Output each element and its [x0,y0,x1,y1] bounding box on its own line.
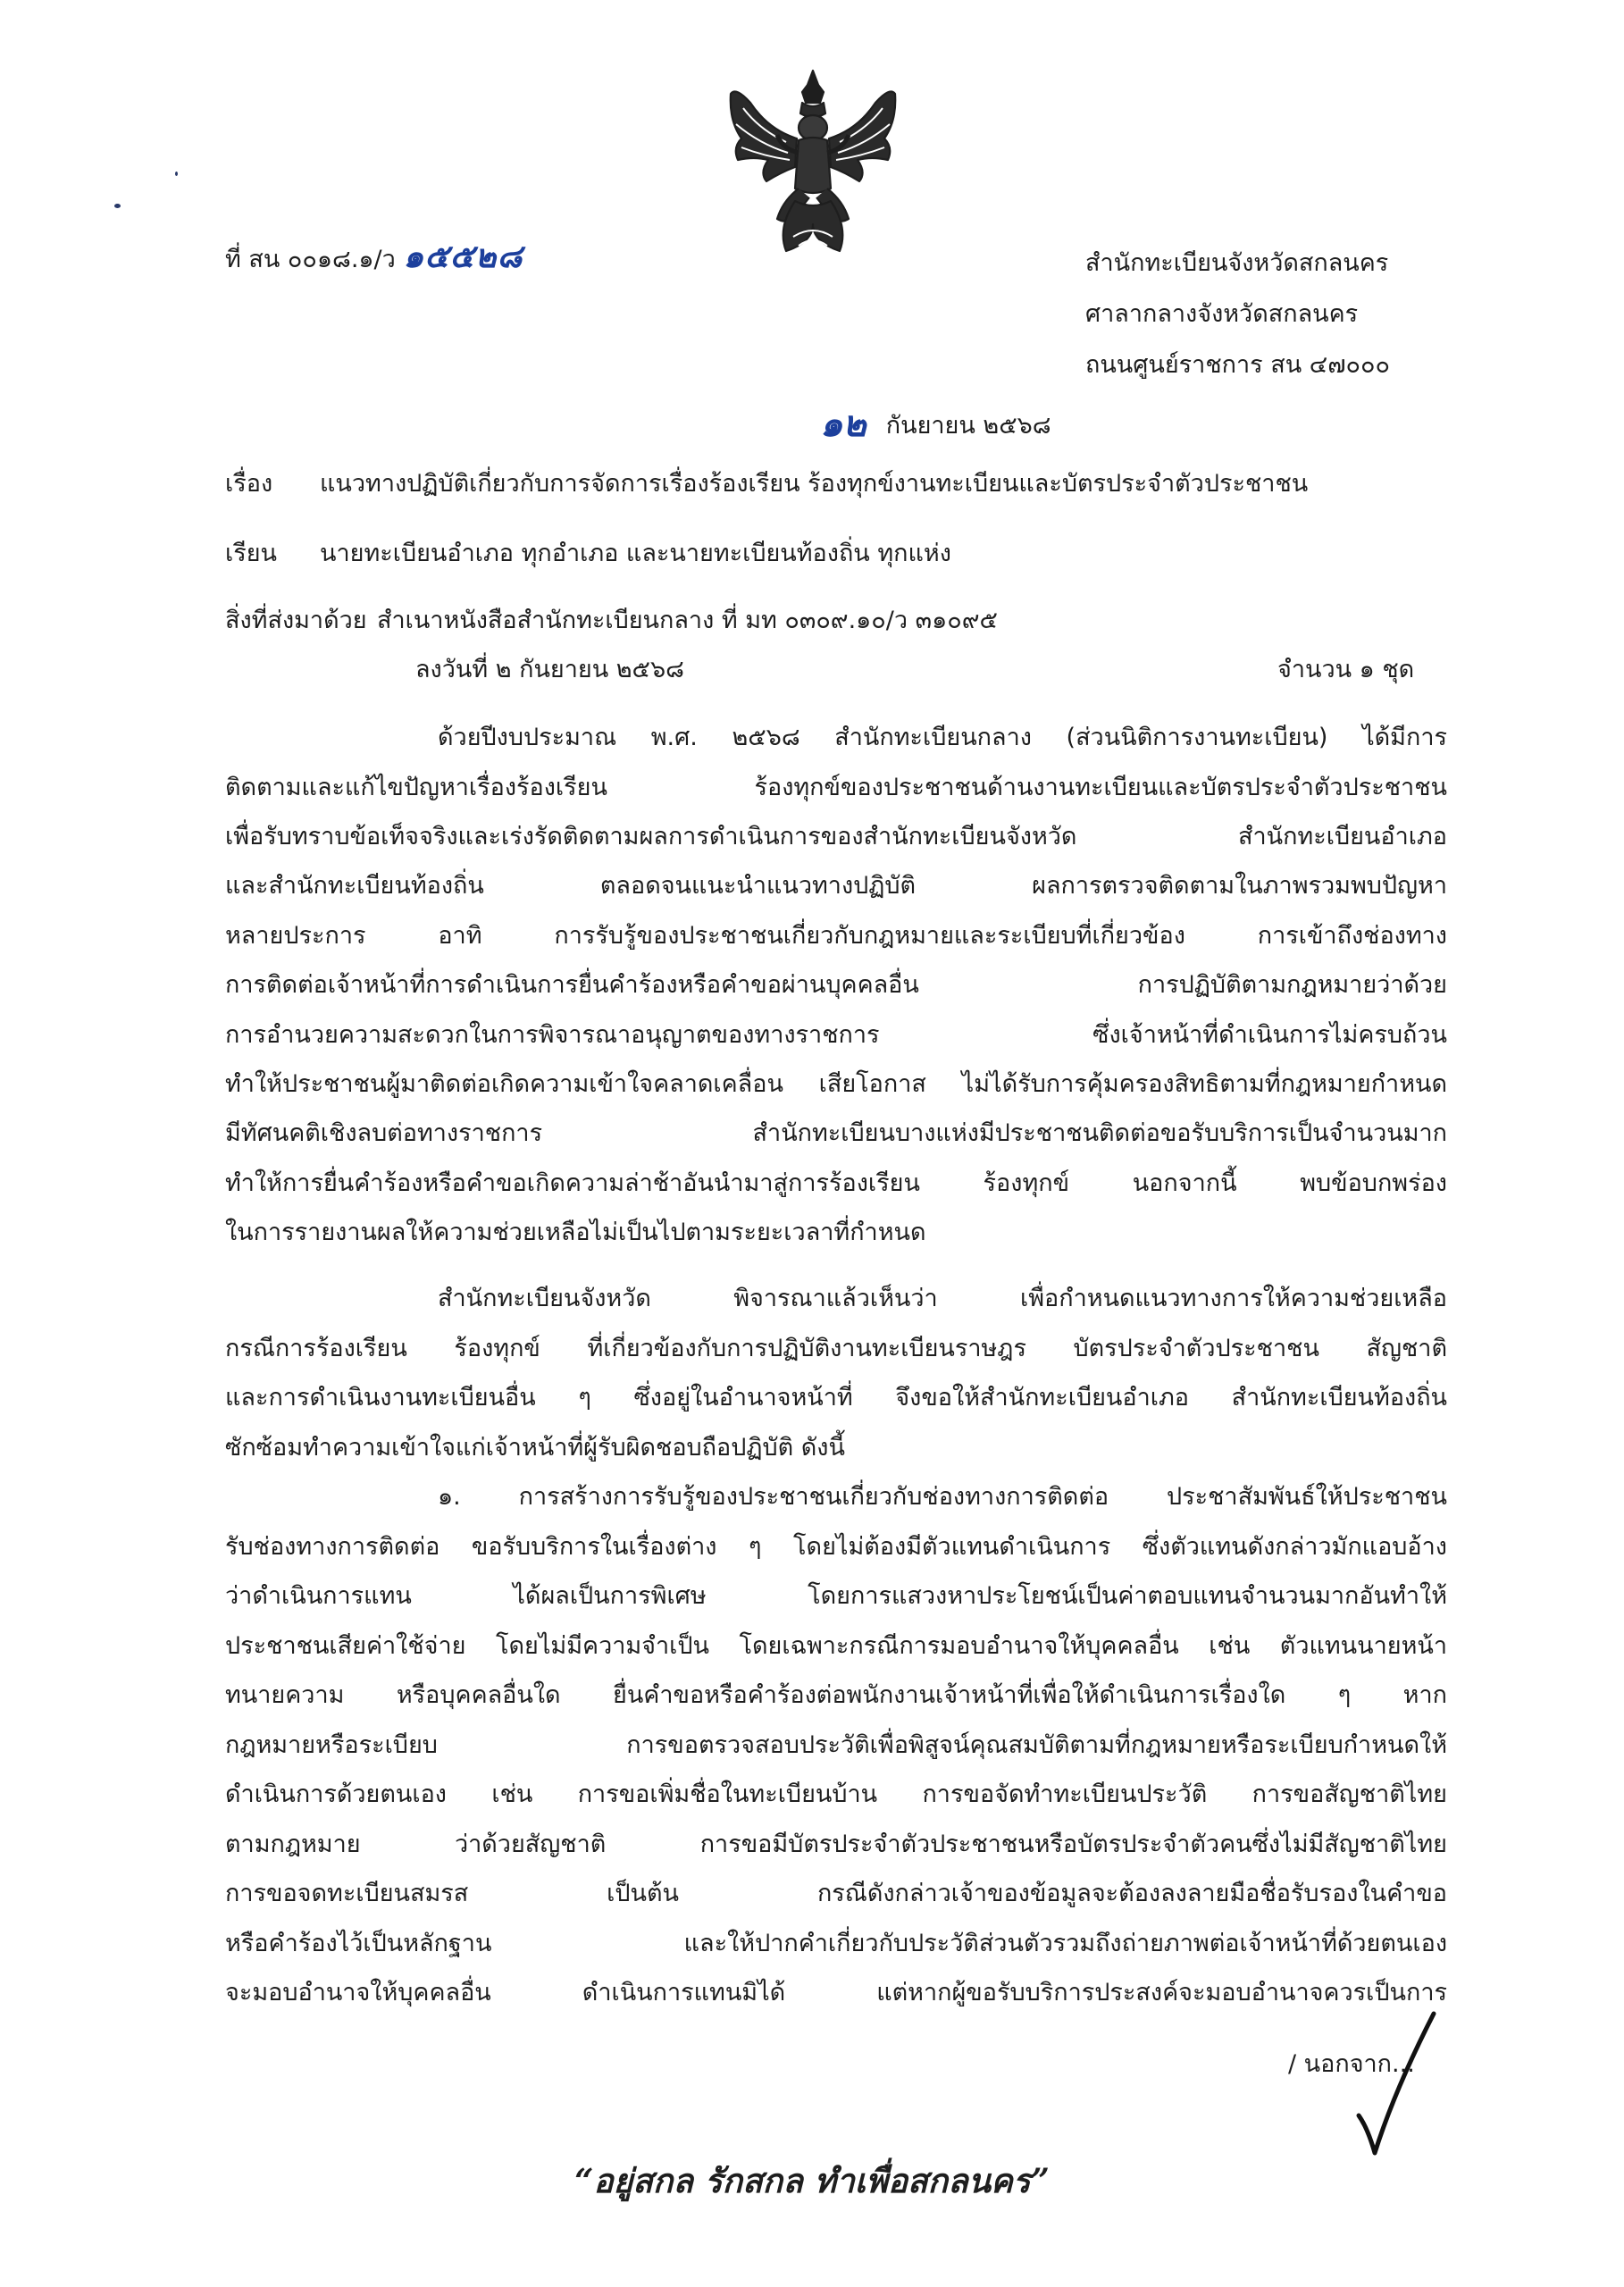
office-line: ศาลากลางจังหวัดสกลนคร [1085,300,1359,328]
body-line: เพื่อรับทราบข้อเท็จจริงและเร่งรัดติดตามผลการดำเนินการของสำนักทะเบียนจังหวัด สำนักทะเบียนอำเภอ [225,823,1447,850]
checkmark-icon [1353,2010,1438,2162]
subject-row [225,472,1308,496]
enclosure-count: จำนวน ๑ ชุด [1277,656,1415,683]
body-line: ติดตามและแก้ไขปัญหาเรื่องร้องเรียน ร้องทุกข์ของประชาชนด้านงานทะเบียนและบัตรประจำตัวประชาชน [225,774,1447,801]
body-line: รับช่องทางการติดต่อ ขอรับบริการในเรื่องต่าง ๆ โดยไม่ต้องมีตัวแทนดำเนินการ ซึ่งตัวแทนดังกล่าวมักแอบอ้าง [225,1533,1447,1561]
body-line: การติดต่อเจ้าหน้าที่การดำเนินการยื่นคำร้องหรือคำขอผ่านบุคคลอื่น การปฏิบัติตามกฎหมายว่าด้วย [225,971,1447,999]
body-line: ในการรายงานผลให้ความช่วยเหลือไม่เป็นไปตามระยะเวลาที่กำหนด [225,1219,926,1246]
body-line: ดำเนินการด้วยตนเอง เช่น การขอเพิ่มชื่อในทะเบียนบ้าน การขอจัดทำทะเบียนประวัติ การขอสัญชาติไทย [225,1780,1447,1808]
body-line: จะมอบอำนาจให้บุคคลอื่น ดำเนินการแทนมิได้ แต่หากผู้ขอรับบริการประสงค์จะมอบอำนาจควรเป็นการ [225,1979,1447,2006]
enclosure-text: สำเนาหนังสือสำนักทะเบียนกลาง ที่ มท ๐๓๐๙.๑๐/ว ๓๑๐๙๕ [377,607,998,634]
body-line: ทนายความ หรือบุคคลอื่นใด ยื่นคำขอหรือคำร้องต่อพนักงานเจ้าหน้าที่เพื่อให้ดำเนินการเรื่องใด ๆ หาก [225,1681,1447,1709]
ink-speck [175,172,178,176]
subject-text: แนวทางปฏิบัติเกี่ยวกับการจัดการเรื่องร้องเรียน ร้องทุกข์งานทะเบียนและบัตรประจำตัวประชาชน [320,470,1309,498]
body-line: กฎหมายหรือระเบียบ การขอตรวจสอบประวัติเพื่อพิสูจน์คุณสมบัติตามที่กฎหมายหรือระเบียบกำหนดให้ [225,1731,1447,1759]
reference-number-handwritten: ๑๕๕๒๘ [403,239,523,275]
date-day-handwritten: ๑๒ [820,404,866,445]
garuda-emblem [724,67,902,264]
enclosure-label: สิ่งที่ส่งมาด้วย [225,607,367,634]
continuation-marker: / นอกจาก... [1288,2050,1415,2078]
office-line: สำนักทะเบียนจังหวัดสกลนคร [1085,249,1389,277]
body-line: ตามกฎหมาย ว่าด้วยสัญชาติ การขอมีบัตรประจำตัวประชาชนหรือบัตรประจำตัวคนซึ่งไม่มีสัญชาติไทย [225,1830,1447,1858]
body-line: หลายประการ อาทิ การรับรู้ของประชาชนเกี่ยวกับกฎหมายและระเบียบที่เกี่ยวข้อง การเข้าถึงช่องทาง [225,922,1447,950]
body-line: การขอจดทะเบียนสมรส เป็นต้น กรณีดังกล่าวเจ้าของข้อมูลจะต้องลงลายมือชื่อรับรองในคำขอ [225,1880,1447,1907]
office-address [1085,238,1390,390]
body-line: และการดำเนินงานทะเบียนอื่น ๆ ซึ่งอยู่ในอำนาจหน้าที่ จึงขอให้สำนักทะเบียนอำเภอ สำนักทะเบียนท้องถิ่น [225,1384,1447,1412]
enclosure-date: ลงวันที่ ๒ กันยายน ๒๕๖๘ [415,656,684,683]
body-line: ซักซ้อมทำความเข้าใจแก่เจ้าหน้าที่ผู้รับผิดชอบถือปฏิบัติ ดังนี้ [225,1434,845,1462]
body-line: ประชาชนเสียค่าใช้จ่าย โดยไม่มีความจำเป็น โดยเฉพาะกรณีการมอบอำนาจให้บุคคลอื่น เช่น ตัวแทนนายหน้า [225,1632,1447,1660]
body-line: กรณีการร้องเรียน ร้องทุกข์ ที่เกี่ยวข้องกับการปฏิบัติงานทะเบียนราษฎร บัตรประจำตัวประชาชน สัญชาติ [225,1335,1447,1362]
date-line [820,404,1051,445]
body-line: หรือคำร้องไว้เป็นหลักฐาน และให้ปากคำเกี่ยวกับประวัติส่วนตัวรวมถึงถ่ายภาพต่อเจ้าหน้าที่ด้วยตนเอง [225,1930,1447,1957]
body-line: สำนักทะเบียนจังหวัด พิจารณาแล้วเห็นว่า เพื่อกำหนดแนวทางการให้ความช่วยเหลือ [438,1285,1447,1312]
body-line: ๑. การสร้างการรับรู้ของประชาชนเกี่ยวกับช่องทางการติดต่อ ประชาสัมพันธ์ให้ประชาชน [438,1483,1447,1511]
date-month-year: กันยายน ๒๕๖๘ [885,412,1051,440]
office-line: ถนนศูนย์ราชการ สน ๔๗๐๐๐ [1085,351,1390,379]
body-line: ทำให้การยื่นคำร้องหรือคำขอเกิดความล่าช้าอันนำมาสู่การร้องเรียน ร้องทุกข์ นอกจากนี้ พบข้อบกพร่อง [225,1169,1447,1197]
body-line: มีทัศนคติเชิงลบต่อทางราชการ สำนักทะเบียนบางแห่งมีประชาชนติดต่อขอรับบริการเป็นจำนวนมาก [225,1119,1447,1147]
recipient-label: เรียน [225,540,278,567]
reference-line [225,241,523,273]
enclosure-row [225,608,998,632]
reference-prefix: ที่ สน ๐๐๑๘.๑/ว [225,246,396,273]
body-line: การอำนวยความสะดวกในการพิจารณาอนุญาตของทางราชการ ซึ่งเจ้าหน้าที่ดำเนินการไม่ครบถ้วน [225,1021,1447,1049]
recipient-row [225,541,951,565]
body-line: ด้วยปีงบประมาณ พ.ศ. ๒๕๖๘ สำนักทะเบียนกลาง (ส่วนนิติการงานทะเบียน) ได้มีการ [438,724,1447,751]
recipient-text: นายทะเบียนอำเภอ ทุกอำเภอ และนายทะเบียนท้องถิ่น ทุกแห่ง [320,540,951,567]
body-line: ทำให้ประชาชนผู้มาติดต่อเกิดความเข้าใจคลาดเคลื่อน เสียโอกาส ไม่ได้รับการคุ้มครองสิทธิตามที่กฎหมายกำหนด [225,1070,1447,1098]
body-line: ว่าดำเนินการแทน ได้ผลเป็นการพิเศษ โดยการแสวงหาประโยชน์เป็นค่าตอบแทนจำนวนมากอันทำให้ [225,1582,1447,1610]
subject-label: เรื่อง [225,470,273,498]
body-line: และสำนักทะเบียนท้องถิ่น ตลอดจนแนะนำแนวทางปฏิบัติ ผลการตรวจติดตามในภาพรวมพบปัญหา [225,872,1447,900]
motto: “อยู่สกล รักสกล ทำเพื่อสกลนคร” [574,2161,1050,2200]
ink-speck [114,204,121,208]
